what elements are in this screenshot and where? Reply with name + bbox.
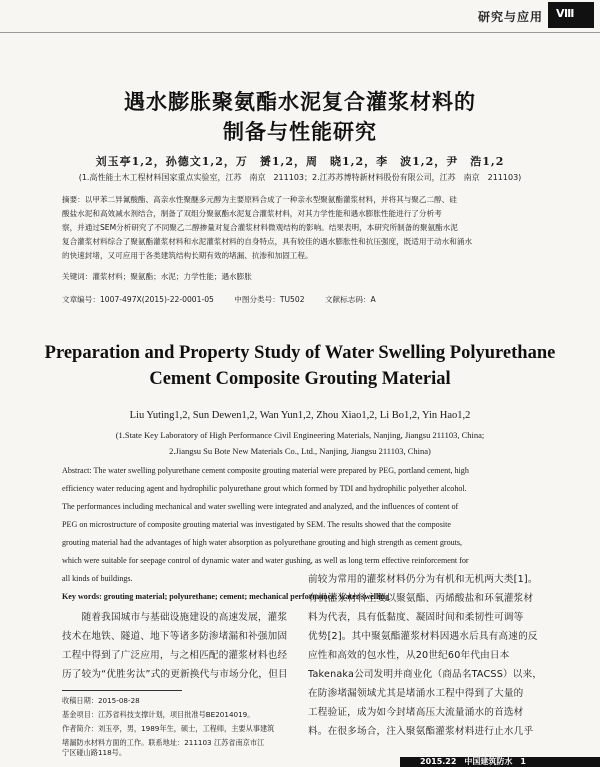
footer-page-info: 2015.22 中国建筑防水 1	[420, 757, 527, 766]
en-abstract-line: which were suitable for seepage control of dynamic water and water gushing, as well as long term effective reinforcement for	[62, 556, 469, 565]
cn-authors: 刘玉亭1,2，孙德文1,2，万 赟1,2，周 晓1,2，李 波1,2，尹 浩1,2	[95, 155, 505, 168]
en-title-line2: Cement Composite Grouting Material	[149, 369, 451, 389]
body-right-line: 优势[2]。其中聚氨酯灌浆材料因遇水后具有高速的反	[308, 631, 538, 642]
footnote-fund: 基金项目：江苏省科技支撑计划，项目批准号BE2014019。	[62, 710, 255, 719]
en-affiliation-line2: 2.Jiangsu Su Bote New Materials Co., Ltd., Nanjing, Jiangsu 211103, China)	[169, 446, 431, 456]
cn-affiliation: (1.高性能土木工程材料国家重点实验室，江苏 南京 211103；2.江苏苏博特新材料股份有限公司，江苏 南京 211103)	[78, 173, 522, 182]
en-keywords: Key words: grouting material; polyurethane; cement; mechanical performance; water swelling	[62, 592, 390, 601]
en-abstract-line: Abstract: The water swelling polyurethane cement composite grouting material were prepared by PEG, portland cement, high	[62, 466, 469, 475]
top-rule	[0, 32, 600, 33]
en-authors: Liu Yuting1,2, Sun Dewen1,2, Wan Yun1,2, Zhou Xiao1,2, Li Bo1,2, Yin Hao1,2	[129, 410, 471, 421]
body-left-line: 工程中得到了广泛应用，与之相匹配的灌浆材料也经	[62, 650, 288, 661]
body-right-line: 前较为常用的灌浆材料仍分为有机和无机两大类[1]。	[308, 574, 538, 585]
body-right-line: 有机灌浆材料主要以聚氨酯、丙烯酸盐和环氧灌浆材	[308, 593, 534, 604]
en-title-line1: Preparation and Property Study of Water Swelling Polyurethane	[44, 343, 556, 363]
article-meta	[62, 294, 538, 305]
en-abstract-line: efficiency water reducing agent and hydrophilic polyurethane grout which formed by TDI and hydrophilic polyether alcohol.	[62, 484, 467, 493]
document-code: 文献标志码：A	[324, 295, 376, 304]
body-right-line: Takenaka公司发明并商业化（商品名TACSS）以来，	[308, 669, 543, 680]
en-abstract-line: PEG on microstructure of composite grouting material was investigated by SEM. The results showed that the composite	[62, 520, 451, 529]
cn-abstract-line: 摘要：以甲苯二异氰酸酯、高亲水性聚醚多元醇为主要原料合成了一种亲水型聚氨酯灌浆材料，并将其与聚乙二醇、硅	[62, 195, 457, 204]
article-number: 文章编号：1007-497X(2015)-22-0001-05	[62, 295, 214, 304]
cn-title-line1: 遇水膨胀聚氨酯水泥复合灌浆材料的	[124, 90, 476, 114]
cn-abstract-line: 察，并通过SEM分析研究了不同聚乙二醇掺量对复合灌浆材料微观结构的影响。结果表明，本研究所制备的聚氨酯水泥	[62, 223, 458, 232]
body-left-line: 随着我国城市与基础设施建设的高速发展，灌浆	[62, 612, 288, 623]
body-left-line: 技术在地铁、隧道、地下等诸多防渗堵漏和补强加固	[62, 631, 288, 642]
body-left-line: 历了较为“优胜劣汰”式的更新换代与市场分化，但目	[62, 669, 288, 680]
footnote-rule	[62, 690, 182, 691]
cn-abstract-line: 酸盐水泥和高效减水剂结合，制备了双组分聚氨酯水泥复合灌浆材料，对其力学性能和遇水膨胀性能进行了分析考	[62, 209, 442, 218]
section-tag: 研究与应用	[478, 10, 544, 24]
footnote-author-intro: 堵漏防水材料方面的工作。联系地址：211103 江苏省南京市江	[62, 738, 265, 747]
header-logo: Ⅷ	[556, 7, 575, 20]
footnote-received: 收稿日期：2015-08-28	[62, 696, 140, 705]
cn-keywords: 关键词：灌浆材料；聚氨酯；水泥；力学性能；遇水膨胀	[62, 272, 252, 281]
body-right-line: 料为代表，具有低黏度、凝固时间和柔韧性可调等	[308, 612, 524, 623]
en-abstract-line: grouting material had the advantages of high water absorption as polyurethane grouting and high strength as cement grouts,	[62, 538, 463, 547]
en-abstract-line: all kinds of buildings.	[62, 574, 133, 583]
footnote-author-intro: 宁区碰山路118号。	[62, 748, 127, 757]
body-right-line: 在防渗堵漏领域尤其是堵涌水工程中得到了大量的	[308, 688, 524, 699]
body-right-line: 料。在很多场合，注入聚氨酯灌浆材料进行止水几乎	[308, 726, 534, 737]
clc-number: 中图分类号：TU502	[234, 295, 305, 304]
body-right-line: 应性和高效的包水性，从20世纪60年代由日本	[308, 650, 510, 661]
en-affiliation-line1: (1.State Key Laboratory of High Performance Civil Engineering Materials, Nanjing, Jiangsu 211103, China;	[115, 430, 485, 440]
cn-abstract-line: 复合灌浆材料综合了聚氨酯灌浆材料和水泥灌浆材料的自身特点，具有较佳的遇水膨胀性和抗压强度，既适用于动水和涌水	[62, 237, 473, 246]
cn-title-line2: 制备与性能研究	[223, 120, 377, 144]
cn-abstract-line: 的快速封堵，又可应用于各类建筑结构长期有效的堵漏、抗渗和加固工程。	[62, 251, 313, 260]
body-right-line: 工程验证，成为如今封堵高压大流量涌水的首选材	[308, 707, 524, 718]
en-abstract-line: The performances including mechanical and water swelling were integrated and analyzed, and the influences of content of	[62, 502, 459, 511]
footnote-author-intro: 作者简介：刘玉亭，男，1989年生，硕士，工程师，主要从事建筑	[62, 724, 275, 733]
